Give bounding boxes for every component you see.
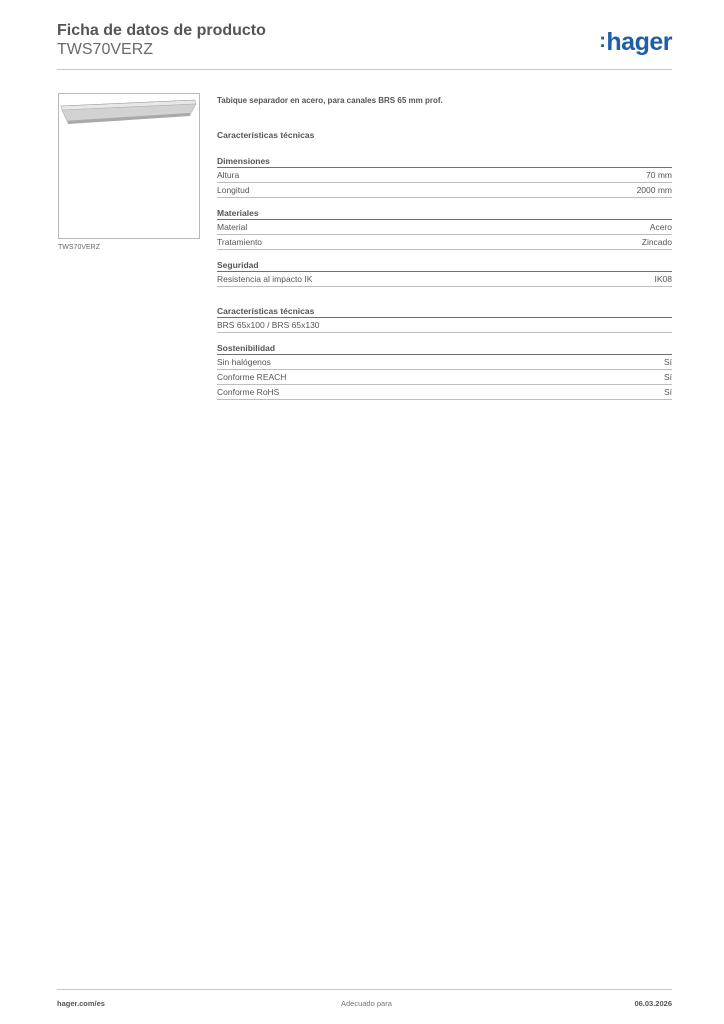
spec-label: Longitud	[217, 185, 250, 195]
spec-content	[217, 96, 672, 400]
group-title: Materiales	[217, 208, 259, 218]
spec-label: Resistencia al impacto IK	[217, 274, 313, 284]
spec-value: Sí	[663, 387, 672, 397]
product-code: TWS70VERZ	[57, 41, 154, 58]
group-title: Características técnicas	[217, 306, 315, 316]
spec-group-seguridad	[217, 260, 672, 287]
product-image-frame	[58, 93, 200, 239]
group-title: Sostenibilidad	[217, 343, 276, 353]
spec-group-materiales	[217, 208, 672, 250]
image-caption: TWS70VERZ	[58, 244, 101, 251]
spec-label: Material	[217, 222, 248, 232]
spec-row	[217, 168, 672, 183]
spec-row	[217, 235, 672, 250]
spec-label: Conforme REACH	[217, 372, 287, 382]
spec-value: Zincado	[641, 237, 672, 247]
spec-label: Conforme RoHS	[217, 387, 280, 397]
spec-value: 2000 mm	[636, 185, 672, 195]
page-header	[57, 20, 672, 70]
spec-value: IK08	[654, 274, 672, 284]
spec-label: Tratamiento	[217, 237, 263, 247]
page-title: Ficha de datos de producto	[57, 22, 266, 39]
spec-row	[217, 183, 672, 198]
footer-website-link[interactable]: hager.com/es	[57, 999, 105, 1008]
hager-logo: :hager	[599, 28, 672, 56]
group-title: Dimensiones	[217, 156, 270, 166]
spec-value: 70 mm	[646, 170, 672, 180]
logo-text: hager	[606, 28, 672, 56]
spec-label: BRS 65x100 / BRS 65x130	[217, 320, 320, 330]
page-footer	[57, 989, 672, 1015]
spec-group-compatibilidad	[217, 306, 672, 333]
spec-label: Sin halógenos	[217, 357, 271, 367]
spec-value: Sí	[663, 357, 672, 367]
spec-group-sostenibilidad	[217, 343, 672, 400]
spec-row	[217, 385, 672, 400]
footer-center-text: Adecuado para	[341, 999, 392, 1008]
product-description: Tabique separador en acero, para canales BRS 65 mm prof.	[217, 96, 443, 105]
spec-value: Acero	[649, 222, 672, 232]
product-image	[59, 94, 199, 238]
spec-row	[217, 355, 672, 370]
spec-row	[217, 220, 672, 235]
group-title: Seguridad	[217, 260, 259, 270]
spec-group-dimensiones	[217, 156, 672, 198]
footer-date: 06.03.2026	[634, 999, 672, 1008]
spec-label: Altura	[217, 170, 240, 180]
spec-heading: Características técnicas	[217, 130, 315, 140]
spec-row	[217, 272, 672, 287]
spec-row	[217, 318, 672, 333]
spec-row	[217, 370, 672, 385]
spec-value: Sí	[663, 372, 672, 382]
